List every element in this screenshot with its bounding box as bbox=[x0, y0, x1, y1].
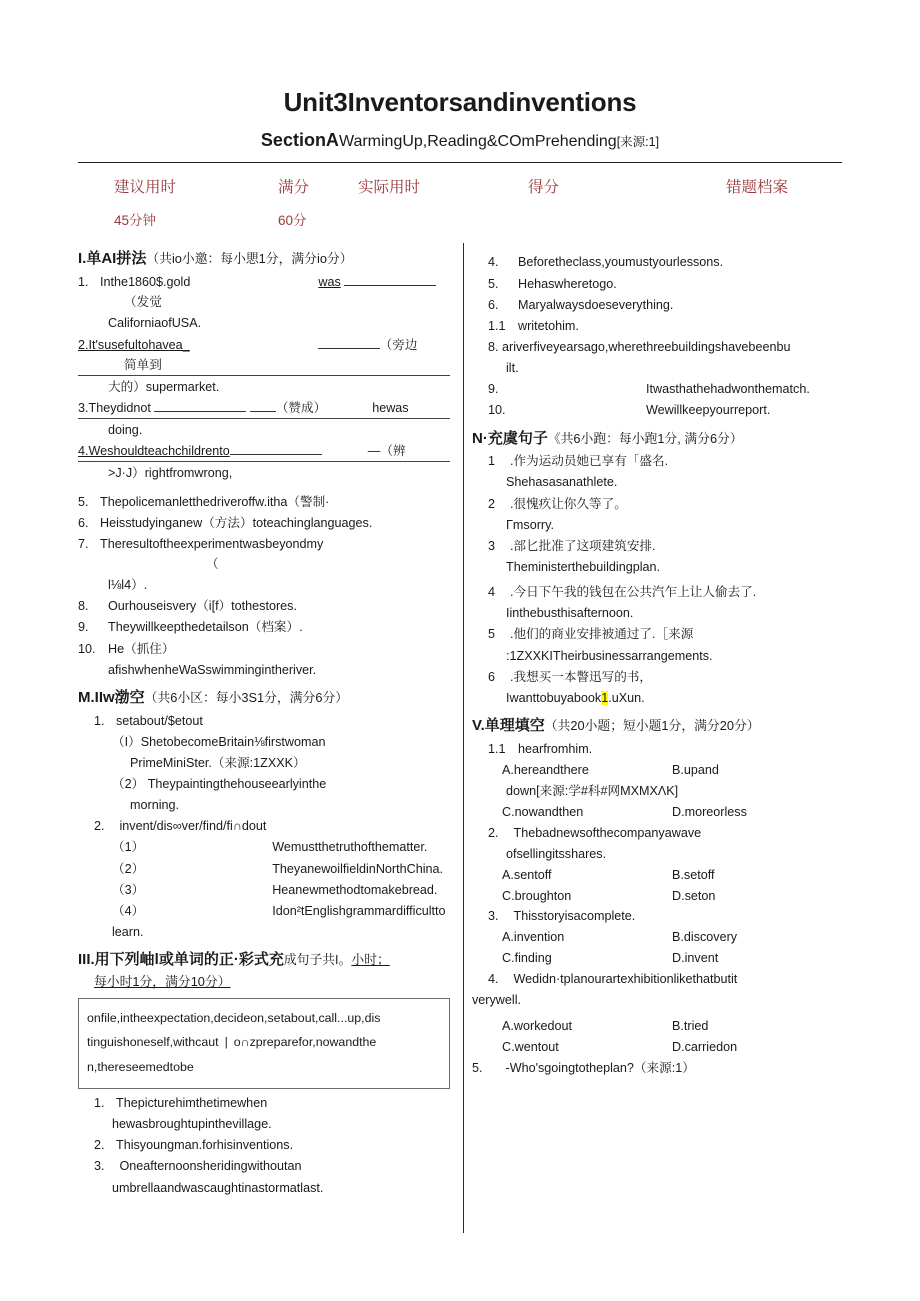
meta-label-actual-time: 实际用时 bbox=[358, 179, 421, 197]
s4-item-3-cn: .部匕批准了这项建筑安排. bbox=[510, 538, 656, 553]
s5-item-2-choice-a[interactable]: A.sentoff bbox=[502, 867, 552, 882]
s3-item-3-text: Oneafternoonsheridingwithoutan bbox=[119, 1159, 302, 1174]
s2-g2-sub-2 bbox=[78, 859, 450, 879]
s3-item-3 bbox=[78, 1156, 450, 1176]
r-item-8-num: 8. bbox=[488, 339, 499, 354]
s2-group-2-num: 2. bbox=[94, 819, 105, 834]
s1-item-7-cont: l⅛l4）. bbox=[108, 578, 148, 593]
s5-item-2-num: 2. bbox=[488, 825, 499, 840]
s5-item-3-choices-cd bbox=[472, 948, 920, 969]
s4-item-5-cn: .他们的商业安排被通过了.［来源 bbox=[510, 627, 694, 642]
r-item-10 bbox=[472, 400, 920, 420]
s3-item-1-num: 1. bbox=[94, 1096, 105, 1111]
s5-item-1-num: 1.1 bbox=[488, 741, 506, 756]
s4-item-6-num: 6 bbox=[488, 669, 496, 684]
s5-item-1-stem: hearfromhim. bbox=[518, 741, 593, 756]
two-column-body bbox=[78, 241, 842, 1251]
s2-g2-sub-3-text: Heanewmethodtomakebread. bbox=[272, 882, 438, 897]
s1-item-7-paren: （ bbox=[206, 556, 219, 571]
s5-item-1 bbox=[472, 739, 920, 759]
s5-item-4-choices-cd bbox=[472, 1037, 920, 1058]
r-item-8 bbox=[472, 337, 920, 357]
s4-item-4-num: 4 bbox=[488, 585, 496, 600]
s1-item-5-text: Thepolicemanletthedriveroffw.itha（警制· bbox=[100, 494, 330, 509]
s2-g2-sub-4-label: （4） bbox=[112, 903, 145, 918]
section-1-points: （共io小邀：每小愳1分，满分io分） bbox=[146, 251, 353, 267]
s3-item-2 bbox=[78, 1135, 450, 1155]
r-item-5-num: 5. bbox=[488, 276, 499, 291]
s5-item-1-choices-ab bbox=[472, 760, 920, 781]
s5-item-2-choice-b[interactable]: B.setoff bbox=[672, 867, 715, 882]
s1-item-7 bbox=[78, 534, 450, 574]
s5-item-4-choice-a[interactable]: A.workedout bbox=[502, 1019, 573, 1034]
s1-item-7-text: Theresultoftheexperimentwasbeyondmy bbox=[100, 536, 324, 551]
s5-item-4-choice-c[interactable]: C.wentout bbox=[502, 1040, 559, 1055]
word-bank-line-1: onfile,intheexpectation,decideon,setabout,call...up,dis bbox=[87, 1010, 381, 1025]
s5-item-5 bbox=[472, 1058, 920, 1078]
s4-item-3-num: 3 bbox=[488, 538, 496, 553]
s5-item-2-stem: Thebadnewsofthecompanyawave bbox=[513, 825, 702, 840]
word-bank-line-2a: tinguishoneself,withcaut bbox=[87, 1035, 219, 1050]
s1-item-8-text: Ourhouseisvery（i[f）tothestores. bbox=[108, 599, 297, 614]
s5-item-1-choice-b[interactable]: B.upand bbox=[672, 762, 719, 777]
s4-item-6-en-post: .uXun. bbox=[608, 690, 645, 705]
section-1-title: I.单AI拼法 bbox=[78, 250, 147, 268]
s4-item-4-cn: .今日下午我的钱包在公共汽乍上让人偷去了. bbox=[510, 585, 757, 600]
s5-item-5-stem: -Who'sgoingtotheplan?（来源:1） bbox=[505, 1060, 695, 1075]
word-bank bbox=[78, 998, 450, 1089]
r-item-10-text: Wewillkeepyourreport. bbox=[646, 403, 771, 418]
s1-item-10-text: He（抓住） bbox=[108, 641, 175, 656]
r-item-4 bbox=[472, 252, 920, 272]
s3-item-1-text: Thepicturehimthetimewhen bbox=[116, 1096, 268, 1111]
word-bank-line-3: n,thereseemedtobe bbox=[87, 1060, 194, 1075]
section-3-heading-line2 bbox=[78, 973, 450, 992]
s5-item-1-choice-b-cont: down[来源:学#科#网MXMXΛK] bbox=[506, 783, 679, 798]
r-item-6 bbox=[472, 295, 920, 315]
s4-item-2-num: 2 bbox=[488, 496, 496, 511]
s1-item-1-blank[interactable] bbox=[344, 285, 436, 286]
section-5-heading bbox=[472, 717, 920, 736]
s4-item-6-en-pre: Iwanttobuyabook bbox=[506, 690, 602, 705]
s1-item-8-num: 8. bbox=[78, 599, 89, 614]
s5-item-1-choice-a[interactable]: A.hereandthere bbox=[502, 762, 589, 777]
s4-item-1-num: 1 bbox=[488, 454, 496, 469]
s5-item-1-choice-d[interactable]: D.moreorless bbox=[672, 804, 747, 819]
s2-group-1-title: setabout/$etout bbox=[116, 713, 203, 728]
s1-item-3-cont: doing. bbox=[108, 423, 143, 438]
meta-label-score: 得分 bbox=[528, 179, 560, 197]
s2-g2-sub-4-cont: learn. bbox=[112, 924, 144, 939]
subtitle-source: [来源:1] bbox=[616, 134, 660, 149]
s2-g2-sub-4 bbox=[78, 901, 450, 921]
word-bank-line-2b: o∩zpreparefor,nowandthe bbox=[233, 1035, 377, 1050]
subtitle-section: SectionA bbox=[260, 129, 339, 150]
s1-item-1-mid: was bbox=[318, 275, 341, 290]
s5-item-2 bbox=[472, 823, 920, 843]
r-item-8-text: ariverfiveyearsago,wherethreebuildingshavebeenbu bbox=[502, 339, 791, 354]
r-item-7-text: writetohim. bbox=[518, 318, 579, 333]
s2-g1-sub-2 bbox=[78, 774, 450, 794]
word-bank-separator: | bbox=[224, 1035, 228, 1050]
meta-label-full-score: 满分 bbox=[278, 179, 310, 197]
s2-g2-sub-3-label: （3） bbox=[112, 882, 145, 897]
s1-item-2-paren: （旁边 bbox=[379, 337, 418, 352]
s1-item-3 bbox=[78, 398, 450, 419]
r-item-9-text: Itwasthathehadwonthematch. bbox=[646, 382, 810, 397]
r-item-10-num: 10. bbox=[488, 403, 506, 418]
s1-item-10 bbox=[78, 639, 450, 659]
section-3-tail: 成句子共I。 bbox=[283, 952, 352, 968]
s2-group-1-num: 1. bbox=[94, 713, 105, 728]
s5-item-4-stem: Wedidn·tplanourartexhibitionlikethatbutit bbox=[513, 972, 738, 986]
s4-item-5-num: 5 bbox=[488, 627, 496, 642]
r-item-8-cont: ilt. bbox=[506, 361, 519, 376]
s4-item-4 bbox=[472, 582, 920, 602]
s1-item-4 bbox=[78, 441, 450, 462]
r-item-5 bbox=[472, 274, 920, 294]
section-4-heading bbox=[472, 430, 920, 449]
column-divider bbox=[463, 243, 464, 1233]
s1-item-1-num: 1. bbox=[78, 275, 89, 290]
s3-item-2-text: Thisyoungman.forhisinventions. bbox=[116, 1138, 294, 1153]
s1-item-5-num: 5. bbox=[78, 494, 89, 509]
s5-item-4-choices-ab bbox=[472, 1016, 920, 1037]
s1-item-6 bbox=[78, 513, 450, 533]
s1-item-10-num: 10. bbox=[78, 641, 96, 656]
s2-g2-sub-1 bbox=[78, 837, 450, 857]
s1-item-4-blank[interactable] bbox=[230, 454, 322, 455]
r-item-6-num: 6. bbox=[488, 297, 499, 312]
s2-g1-sub-1-cont: PrimeMiniSter.（来源:1ZXXK） bbox=[130, 755, 306, 770]
right-column bbox=[472, 241, 920, 1079]
s3-item-2-num: 2. bbox=[94, 1138, 105, 1153]
section-2-heading bbox=[78, 689, 450, 708]
s1-item-3-paren: （赞成） bbox=[275, 400, 327, 415]
s1-item-4-num: 4. bbox=[78, 444, 89, 459]
s2-g1-sub-1-label: （I） bbox=[112, 734, 141, 749]
s4-item-1-en: Shehasasanathlete. bbox=[506, 475, 618, 490]
s1-item-4-cont: >J·J）rightfromwrong, bbox=[108, 466, 233, 481]
s4-item-5-en: :1ZXXKITheirbusinessarrangements. bbox=[506, 648, 713, 663]
s1-item-4-text: Weshouldteachchildrento bbox=[88, 444, 230, 459]
s5-item-3 bbox=[472, 906, 920, 926]
s1-item-1-paren: （发觉 bbox=[124, 295, 162, 310]
s2-g2-sub-4-text: Idon²tEnglishgrammardifficultto bbox=[272, 903, 446, 918]
s1-item-6-num: 6. bbox=[78, 515, 89, 530]
s1-item-7-num: 7. bbox=[78, 536, 89, 551]
s4-item-6-highlight: 1 bbox=[601, 690, 609, 705]
s5-item-4 bbox=[472, 969, 920, 989]
s2-g1-sub-1 bbox=[78, 732, 450, 752]
s1-item-3-blank[interactable] bbox=[154, 411, 246, 412]
s4-item-3-en: Theministerthebuildingplan. bbox=[506, 559, 661, 574]
s5-item-3-choices-ab bbox=[472, 927, 920, 948]
r-item-7-num: 1.1 bbox=[488, 318, 506, 333]
s1-item-3-blank-2[interactable] bbox=[250, 411, 276, 412]
section-5-points: （共20小题；短小题1分，满分20分） bbox=[544, 717, 760, 733]
s5-item-1-choices-cd bbox=[472, 802, 920, 823]
s2-g1-sub-2-label: （2） bbox=[112, 776, 145, 791]
s1-item-3-num: 3. bbox=[78, 400, 89, 415]
s1-item-2-text: It'susefultohavea_ bbox=[88, 337, 190, 352]
s2-group-2-title: invent/dis∞ver/find/fi∩dout bbox=[119, 819, 267, 834]
s1-item-8 bbox=[78, 596, 450, 616]
section-2-title: M.IIw渤空 bbox=[78, 688, 145, 706]
s2-g2-sub-2-label: （2） bbox=[112, 861, 145, 876]
s5-item-3-stem: Thisstoryisacomplete. bbox=[513, 909, 636, 924]
s3-item-3-num: 3. bbox=[94, 1159, 105, 1174]
s1-item-9-text: Theywillkeepthedetailson（档案）. bbox=[108, 620, 303, 635]
s1-item-9 bbox=[78, 617, 450, 637]
s4-item-1 bbox=[472, 451, 920, 471]
s1-item-2-blank[interactable] bbox=[318, 348, 380, 349]
s1-item-2-tail: 简单到 bbox=[124, 357, 162, 372]
s5-item-3-choice-c[interactable]: C.finding bbox=[502, 951, 552, 966]
s4-item-5 bbox=[472, 624, 920, 644]
section-5-title: V.单理填空 bbox=[472, 716, 545, 734]
r-item-5-text: Hehaswheretogo. bbox=[518, 276, 617, 291]
s2-group-2 bbox=[78, 816, 450, 836]
section-4-title: N·充虞句子 bbox=[472, 429, 548, 447]
section-1-heading bbox=[78, 250, 450, 269]
s1-item-4-paren: —（辨 bbox=[367, 444, 406, 459]
s5-item-2-choices-ab bbox=[472, 865, 920, 886]
r-item-9 bbox=[472, 379, 920, 399]
s2-g2-sub-3 bbox=[78, 880, 450, 900]
s4-item-1-cn: .作为运动员她已享有「盛名. bbox=[510, 454, 669, 469]
r-item-9-num: 9. bbox=[488, 382, 499, 397]
section-3-title: III.用下列岫l或单词的正·彩式充 bbox=[78, 951, 284, 969]
s5-item-3-choice-b[interactable]: B.discovery bbox=[672, 930, 738, 945]
s2-g2-sub-1-text: Wemustthetruthofthematter. bbox=[272, 840, 428, 855]
s1-item-1-text: Inthe1860$.gold bbox=[100, 275, 191, 290]
section-3-underlined: 小时； bbox=[351, 952, 390, 968]
s5-item-2-choices-cd bbox=[472, 886, 920, 907]
s3-item-1 bbox=[78, 1093, 450, 1113]
s5-item-1-choice-c[interactable]: C.nowandthen bbox=[502, 804, 584, 819]
s5-item-2-choice-c[interactable]: C.broughton bbox=[502, 888, 572, 903]
s1-item-2-num: 2. bbox=[78, 337, 89, 352]
s2-g1-sub-1-text: ShetobecomeBritain⅛firstwoman bbox=[140, 734, 326, 749]
s2-g2-sub-2-text: TheyanewoilfieldinNorthChina. bbox=[272, 861, 444, 876]
meta-value-suggested-time: 45分钟 bbox=[114, 213, 157, 229]
s1-item-1 bbox=[78, 272, 450, 312]
meta-value-full-score: 60分 bbox=[278, 213, 307, 229]
left-column bbox=[78, 241, 450, 1198]
s3-item-3-cont: umbrellaandwascaughtinastormatlast. bbox=[112, 1180, 324, 1195]
s1-item-2-cont: 大的）supermarket. bbox=[108, 379, 220, 394]
s5-item-4-num: 4. bbox=[488, 972, 499, 986]
s4-item-4-en: Iinthebusthisafternoon. bbox=[506, 606, 634, 621]
s2-group-1 bbox=[78, 711, 450, 731]
s1-item-1-cont: CaliforniaofUSA. bbox=[108, 316, 202, 331]
s4-item-2 bbox=[472, 494, 920, 514]
s1-item-3-tail: hewas bbox=[372, 400, 409, 415]
r-item-4-text: Beforetheclass,youmustyourlessons. bbox=[518, 255, 724, 270]
s1-item-3-text: Theydidnot bbox=[88, 400, 151, 415]
section-4-points: 《共6小跑：每小跑1分, 满分6分） bbox=[547, 430, 743, 446]
s2-g1-sub-2-cont: morning. bbox=[130, 798, 179, 813]
s4-item-2-en: Γmsorry. bbox=[506, 517, 554, 532]
s4-item-6 bbox=[472, 667, 920, 687]
section-3-heading bbox=[78, 951, 450, 970]
subtitle-rest: WarmingUp,Reading&COmPrehending bbox=[338, 132, 617, 150]
r-item-7 bbox=[472, 316, 920, 336]
s4-item-6-cn: .我想买一本瞥迅写的书， bbox=[510, 669, 653, 684]
r-item-4-num: 4. bbox=[488, 255, 499, 270]
s5-item-2-choice-d[interactable]: D.seton bbox=[672, 888, 716, 903]
page-title: Unit3Inventorsandinventions bbox=[283, 87, 637, 117]
section-2-points: （共6小区：每小3S1分，满分6分） bbox=[144, 689, 349, 705]
title-divider bbox=[78, 162, 842, 163]
s1-item-10-cont: afishwhenheWaSswimmingintheriver. bbox=[108, 662, 317, 677]
page-subtitle bbox=[78, 117, 842, 151]
s1-item-5 bbox=[78, 492, 450, 512]
s1-item-6-text: Heisstudyinganew（方法）toteachinglanguages. bbox=[100, 515, 373, 530]
s5-item-2-stem-cont: ofsellingitsshares. bbox=[506, 846, 607, 861]
s5-item-5-num: 5. bbox=[472, 1060, 483, 1075]
s5-item-4-stem-cont: verywell. bbox=[472, 993, 521, 1008]
s5-item-3-choice-a[interactable]: A.invention bbox=[502, 930, 565, 945]
s5-item-3-choice-d[interactable]: D.invent bbox=[672, 951, 719, 966]
meta-label-suggested-time: 建议用时 bbox=[114, 179, 177, 197]
meta-label-error-file: 错题档案 bbox=[726, 179, 789, 197]
s1-item-2 bbox=[78, 335, 450, 376]
r-item-6-text: Maryalwaysdoeseverything. bbox=[518, 297, 674, 312]
s1-item-9-num: 9. bbox=[78, 620, 89, 635]
score-meta-table bbox=[78, 175, 842, 239]
section-3-points: 每小时1分，满分10分） bbox=[94, 973, 231, 989]
s5-item-4-choice-b[interactable]: B.tried bbox=[672, 1019, 709, 1034]
s3-item-1-cont: hewasbroughtupinthevillage. bbox=[112, 1117, 272, 1132]
s4-item-2-cn: .很愧疚让你久等了。 bbox=[510, 496, 627, 511]
s4-item-3 bbox=[472, 536, 920, 556]
s4-item-6-en bbox=[472, 688, 920, 708]
s5-item-4-choice-d[interactable]: D.carriedon bbox=[672, 1040, 738, 1055]
s5-item-3-num: 3. bbox=[488, 909, 499, 924]
s2-g1-sub-2-text: Theypaintingthehouseearlyinthe bbox=[147, 776, 327, 791]
s2-g2-sub-1-label: （1） bbox=[112, 840, 145, 855]
